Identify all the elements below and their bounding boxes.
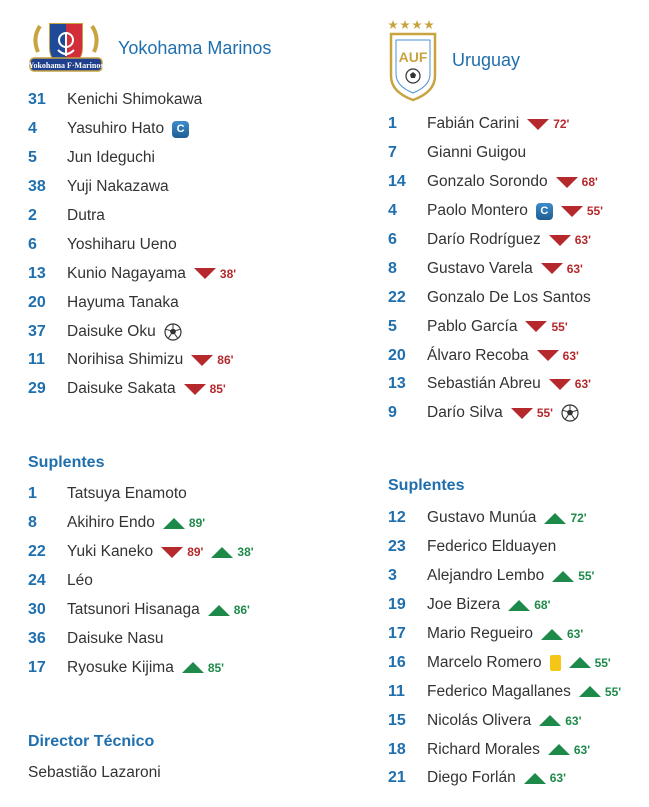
sub-out-arrow-icon: [525, 321, 547, 332]
player-name[interactable]: Federico Magallanes: [427, 682, 571, 700]
substitution-out: [549, 233, 591, 247]
player-number: 4: [388, 202, 397, 220]
player-number: 22: [28, 543, 46, 561]
substitution-in: [552, 569, 594, 583]
substitution-in: [163, 516, 205, 530]
player-number: 23: [388, 538, 406, 556]
player-row: [28, 317, 236, 346]
substitution-out: [527, 117, 569, 131]
sub-out-arrow-icon: [537, 350, 559, 361]
player-number: 5: [388, 317, 397, 335]
substitution-minute: 55': [578, 569, 595, 584]
player-row: [28, 480, 254, 509]
crest-label: Yokohama F·Marinos: [28, 61, 104, 70]
substitution-minute: 38': [219, 266, 237, 281]
player-name[interactable]: Tatsuya Enamoto: [67, 485, 187, 503]
player-name[interactable]: Nicolás Olivera: [427, 711, 532, 729]
substitution-out: [511, 406, 553, 420]
player-name[interactable]: Sebastián Abreu: [427, 375, 541, 393]
away-starters-list: [388, 110, 603, 428]
player-name[interactable]: Pablo García: [427, 317, 518, 335]
substitution-out: [549, 377, 591, 391]
substitution-minute: 55': [586, 204, 604, 219]
sub-out-arrow-icon: [511, 408, 533, 419]
sub-out-arrow-icon: [561, 206, 583, 217]
sub-in-arrow-icon: [569, 657, 591, 668]
player-name[interactable]: Kunio Nagayama: [67, 264, 186, 282]
substitution-minute: 86': [217, 353, 234, 368]
substitution-minute: 55': [536, 406, 554, 421]
player-name[interactable]: Yoshiharu Ueno: [67, 235, 177, 253]
player-name[interactable]: Daisuke Nasu: [67, 629, 164, 647]
player-number: 5: [28, 149, 37, 167]
substitution-minute: 89': [188, 516, 206, 531]
player-row: [28, 259, 236, 288]
substitution-minute: 63': [573, 742, 591, 757]
player-name[interactable]: Daisuke Sakata: [67, 380, 176, 398]
substitution-minute: 63': [566, 627, 584, 641]
player-row: [28, 509, 254, 538]
substitution-in: [524, 771, 566, 785]
player-row: [388, 254, 603, 283]
player-name[interactable]: Diego Forlán: [427, 769, 516, 787]
substitution-out: [537, 349, 579, 363]
home-starters-list: [28, 86, 236, 404]
sub-in-arrow-icon: [211, 547, 233, 558]
substitution-minute: 85': [209, 382, 226, 397]
player-name[interactable]: Kenichi Shimokawa: [67, 91, 203, 109]
player-row: [388, 533, 621, 562]
substitution-in: [508, 598, 550, 612]
player-name[interactable]: Mario Regueiro: [427, 625, 533, 642]
sub-in-arrow-icon: [579, 686, 601, 697]
player-number: 22: [388, 288, 406, 306]
player-number: 16: [388, 653, 406, 671]
player-row: [388, 168, 603, 197]
home-team-header: [28, 18, 271, 78]
player-number: 19: [388, 596, 406, 614]
player-row: [28, 173, 236, 202]
substitution-in: [208, 603, 250, 617]
player-row: [388, 735, 621, 764]
sub-in-arrow-icon: [548, 744, 570, 755]
player-name[interactable]: Gianni Guigou: [427, 144, 527, 162]
player-number: 7: [388, 144, 397, 162]
player-number: 38: [28, 178, 46, 196]
player-row: [388, 370, 603, 399]
crest-label: AUF: [398, 49, 428, 65]
player-row: [388, 620, 621, 649]
player-row: [28, 202, 236, 231]
player-name[interactable]: Léo: [67, 572, 93, 590]
player-number: 11: [28, 351, 45, 369]
player-number: 30: [28, 601, 46, 618]
player-number: 20: [28, 293, 46, 311]
sub-out-arrow-icon: [549, 379, 571, 390]
player-name[interactable]: Tatsunori Hisanaga: [67, 601, 200, 618]
player-name[interactable]: Gustavo Munúa: [427, 509, 537, 527]
player-row: [388, 562, 621, 591]
player-row: [388, 110, 603, 139]
player-number: 21: [388, 769, 406, 787]
substitution-minute: 55': [604, 684, 622, 699]
player-number: 11: [388, 682, 405, 700]
player-number: 17: [28, 658, 46, 676]
substitution-in: [541, 627, 583, 641]
substitution-minute: 38': [237, 545, 254, 560]
player-number: 24: [28, 572, 46, 590]
sub-out-arrow-icon: [161, 547, 183, 558]
player-number: 20: [388, 346, 406, 364]
substitution-minute: 89': [187, 545, 204, 560]
player-name[interactable]: Gonzalo Sorondo: [427, 173, 548, 191]
player-row: [28, 375, 236, 404]
sub-in-arrow-icon: [539, 715, 561, 726]
player-number: 3: [388, 567, 397, 585]
sub-out-arrow-icon: [527, 119, 549, 130]
player-name[interactable]: Federico Elduayen: [427, 538, 557, 556]
substitution-out: [191, 353, 233, 367]
substitution-out: [525, 320, 567, 334]
player-number: 8: [28, 514, 37, 532]
home-subs-title: Suplentes: [28, 454, 105, 471]
player-name[interactable]: Yasuhiro Hato: [67, 120, 165, 138]
sub-in-arrow-icon: [182, 662, 204, 673]
captain-badge-icon: C: [172, 121, 189, 138]
sub-out-arrow-icon: [556, 177, 578, 188]
player-number: 1: [388, 115, 397, 133]
substitution-in: [211, 545, 253, 559]
player-row: [28, 596, 254, 625]
substitution-minute: 63': [562, 348, 579, 363]
player-number: 31: [28, 91, 46, 109]
player-number: 29: [28, 380, 46, 398]
player-number: 17: [388, 625, 406, 642]
player-number: 6: [28, 235, 37, 253]
player-name[interactable]: Akihiro Endo: [67, 514, 155, 532]
substitution-minute: 55': [594, 655, 611, 670]
substitution-in: [539, 714, 581, 728]
substitution-minute: 68': [534, 598, 551, 613]
player-row: [28, 288, 236, 317]
player-number: 37: [28, 322, 46, 340]
player-name[interactable]: Hayuma Tanaka: [67, 293, 179, 311]
player-name[interactable]: Paolo Montero: [427, 202, 528, 220]
player-row: [28, 538, 254, 567]
substitution-out: [184, 382, 226, 396]
sub-in-arrow-icon: [544, 513, 566, 524]
sub-in-arrow-icon: [541, 629, 563, 640]
substitution-minute: 63': [566, 261, 583, 276]
player-row: [28, 115, 236, 144]
player-number: 14: [388, 173, 406, 191]
sub-out-arrow-icon: [194, 268, 216, 279]
player-number: 8: [388, 259, 397, 277]
player-number: 2: [28, 207, 37, 224]
player-number: 6: [388, 231, 397, 248]
player-name[interactable]: Yuki Kaneko: [67, 543, 154, 561]
player-name[interactable]: Fabián Carini: [427, 115, 520, 133]
player-row: [388, 399, 603, 428]
sub-out-arrow-icon: [541, 263, 563, 274]
substitution-minute: 63': [549, 771, 566, 786]
sub-in-arrow-icon: [508, 600, 530, 611]
player-name[interactable]: Marcelo Romero: [427, 653, 542, 671]
substitution-minute: 63': [565, 713, 582, 728]
player-name[interactable]: Norihisa Shimizu: [67, 351, 184, 369]
sub-out-arrow-icon: [191, 355, 213, 366]
substitution-minute: 85': [207, 660, 225, 675]
away-subs-title: Suplentes: [388, 477, 465, 494]
player-name[interactable]: Jun Ideguchi: [67, 149, 155, 167]
player-number: 4: [28, 120, 37, 138]
player-row: [388, 677, 621, 706]
player-row: [28, 653, 254, 682]
player-row: [28, 346, 236, 375]
substitution-minute: 63': [574, 233, 591, 247]
away-team-name[interactable]: Uruguay: [452, 49, 521, 70]
player-row: [28, 144, 236, 173]
player-number: 36: [28, 629, 46, 647]
player-row: [388, 283, 603, 312]
substitution-out: [561, 204, 603, 218]
home-coach-title: Director Técnico: [28, 733, 155, 750]
player-row: [388, 504, 621, 533]
substitution-minute: 72': [570, 511, 587, 526]
substitution-out: [161, 545, 203, 559]
substitution-in: [182, 661, 224, 675]
player-number: 13: [28, 264, 46, 282]
player-row: [28, 230, 236, 259]
substitution-in: [579, 685, 621, 699]
player-name[interactable]: Ryosuke Kijima: [67, 658, 174, 676]
player-name[interactable]: Daisuke Oku: [67, 322, 156, 340]
substitution-minute: 86': [233, 603, 250, 617]
yellow-card-icon: [550, 655, 561, 671]
player-row: [388, 706, 621, 735]
player-number: 15: [388, 711, 406, 729]
player-row: [388, 197, 603, 226]
player-row: [28, 567, 254, 596]
substitution-out: [194, 267, 236, 281]
player-name[interactable]: Alejandro Lembo: [427, 567, 545, 585]
goal-ball-icon: [561, 404, 579, 422]
home-subs-list: [28, 480, 254, 682]
goal-ball-icon: [164, 323, 182, 341]
player-row: [388, 764, 621, 793]
player-name[interactable]: Darío Rodríguez: [427, 231, 541, 248]
substitution-minute: 63': [574, 377, 591, 392]
player-name[interactable]: Joe Bizera: [427, 596, 501, 614]
captain-badge-icon: C: [536, 203, 553, 220]
player-name[interactable]: Álvaro Recoba: [427, 346, 529, 364]
substitution-in: [548, 743, 590, 757]
player-name[interactable]: Yuji Nakazawa: [67, 178, 169, 196]
player-row: [388, 139, 603, 168]
player-number: 13: [388, 375, 406, 393]
player-row: [388, 341, 603, 370]
home-coach-name[interactable]: Sebastião Lazaroni: [28, 764, 161, 781]
player-row: [28, 624, 254, 653]
sub-in-arrow-icon: [163, 518, 185, 529]
stars-icon: [388, 20, 434, 29]
sub-in-arrow-icon: [552, 571, 574, 582]
away-subs-list: [388, 504, 621, 793]
player-name[interactable]: Gustavo Varela: [427, 259, 533, 277]
substitution-in: [569, 656, 611, 670]
substitution-out: [541, 262, 583, 276]
substitution-minute: 72': [553, 117, 570, 132]
substitution-out: [556, 175, 598, 189]
uruguay-crest-icon: [388, 18, 438, 102]
player-row: [388, 648, 621, 677]
player-number: 12: [388, 509, 406, 527]
player-name[interactable]: Gonzalo De Los Santos: [427, 288, 591, 306]
player-number: 1: [28, 485, 37, 503]
sub-in-arrow-icon: [208, 605, 230, 616]
player-row: [388, 226, 603, 255]
player-name[interactable]: Darío Silva: [427, 404, 503, 422]
sub-in-arrow-icon: [524, 773, 546, 784]
player-number: 18: [388, 740, 406, 758]
sub-out-arrow-icon: [549, 235, 571, 246]
substitution-in: [544, 511, 586, 525]
away-team-header: [388, 18, 520, 102]
yokohama-marinos-crest-icon: [28, 18, 104, 78]
home-team-name[interactable]: Yokohama Marinos: [118, 37, 272, 58]
player-name[interactable]: Dutra: [67, 207, 105, 224]
player-number: 9: [388, 404, 397, 422]
player-row: [388, 591, 621, 620]
substitution-minute: 68': [581, 175, 598, 190]
player-row: [388, 312, 603, 341]
player-name[interactable]: Richard Morales: [427, 740, 540, 758]
sub-out-arrow-icon: [184, 384, 206, 395]
substitution-minute: 55': [551, 319, 568, 334]
player-row: [28, 86, 236, 115]
